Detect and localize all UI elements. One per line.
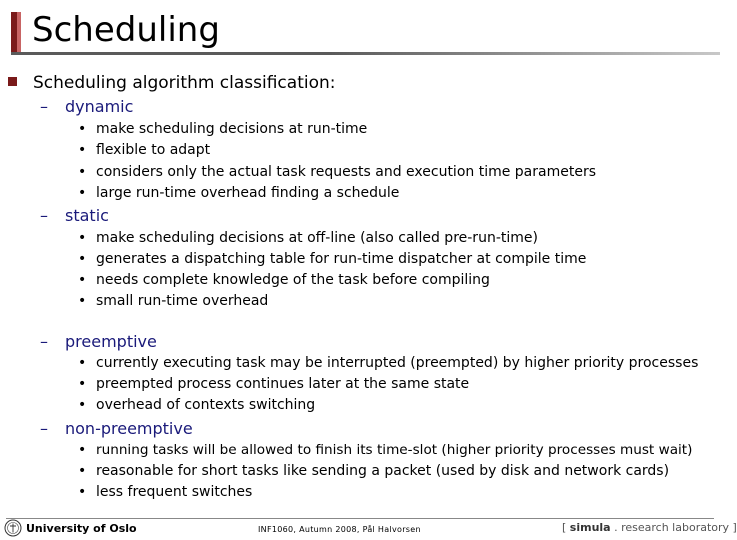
list-item-text: reasonable for short tasks like sending a packet (used by disk and network cards): [96, 463, 670, 479]
list-item-text: preempted process continues later at the same state: [96, 376, 470, 392]
list-item-text: considers only the actual task requests and execution time parameters: [96, 164, 596, 180]
brand-name: simula: [569, 521, 611, 534]
footer-university: University of Oslo: [26, 522, 137, 535]
list-item-text: less frequent switches: [96, 484, 253, 500]
dash-bullet-icon: –: [40, 332, 48, 351]
list-item-text: running tasks will be allowed to finish its time-slot (higher priority processes must wait): [96, 442, 693, 458]
list-item-text: large run-time overhead finding a schedule: [96, 185, 400, 201]
subheading-label: preemptive: [65, 332, 157, 351]
footer-course-info: INF1060, Autumn 2008, Pål Halvorsen: [258, 525, 421, 534]
dot-bullet-icon: •: [78, 293, 87, 309]
list-item-text: generates a dispatching table for run-time dispatcher at compile time: [96, 251, 587, 267]
dot-bullet-icon: •: [78, 142, 87, 158]
list-item-text: overhead of contexts switching: [96, 397, 316, 413]
list-item-text: flexible to adapt: [96, 142, 211, 158]
dash-bullet-icon: –: [40, 206, 48, 225]
brand-bracket: [: [562, 521, 570, 534]
square-bullet-icon: [8, 77, 17, 86]
dot-bullet-icon: •: [78, 463, 87, 479]
subheading-label: dynamic: [65, 97, 134, 116]
title-underline: [11, 52, 720, 55]
dot-bullet-icon: •: [78, 376, 87, 392]
list-item-text: make scheduling decisions at off-line (also called pre-run-time): [96, 230, 538, 246]
dot-bullet-icon: •: [78, 251, 87, 267]
dot-bullet-icon: •: [78, 230, 87, 246]
subheading-label: static: [65, 206, 109, 225]
dot-bullet-icon: •: [78, 164, 87, 180]
slide-title: Scheduling: [32, 10, 220, 50]
brand-rest: . research laboratory ]: [610, 521, 737, 534]
subheading-label: non-preemptive: [65, 419, 193, 438]
list-item-text: make scheduling decisions at run-time: [96, 121, 368, 137]
main-bullet-text: Scheduling algorithm classification:: [33, 73, 336, 93]
dot-bullet-icon: •: [78, 484, 87, 500]
dash-bullet-icon: –: [40, 419, 48, 438]
footer-divider: [6, 518, 714, 519]
title-accent-bar-light: [17, 12, 21, 52]
dot-bullet-icon: •: [78, 121, 87, 137]
dot-bullet-icon: •: [78, 355, 87, 371]
dot-bullet-icon: •: [78, 185, 87, 201]
dot-bullet-icon: •: [78, 442, 87, 458]
list-item-text: needs complete knowledge of the task before compiling: [96, 272, 490, 288]
list-item-text: small run-time overhead: [96, 293, 269, 309]
list-item-text: currently executing task may be interrupted (preempted) by higher priority processes: [96, 355, 699, 371]
dash-bullet-icon: –: [40, 97, 48, 116]
footer-brand: [562, 521, 737, 534]
university-seal-icon: [4, 519, 22, 537]
dot-bullet-icon: •: [78, 397, 87, 413]
dot-bullet-icon: •: [78, 272, 87, 288]
